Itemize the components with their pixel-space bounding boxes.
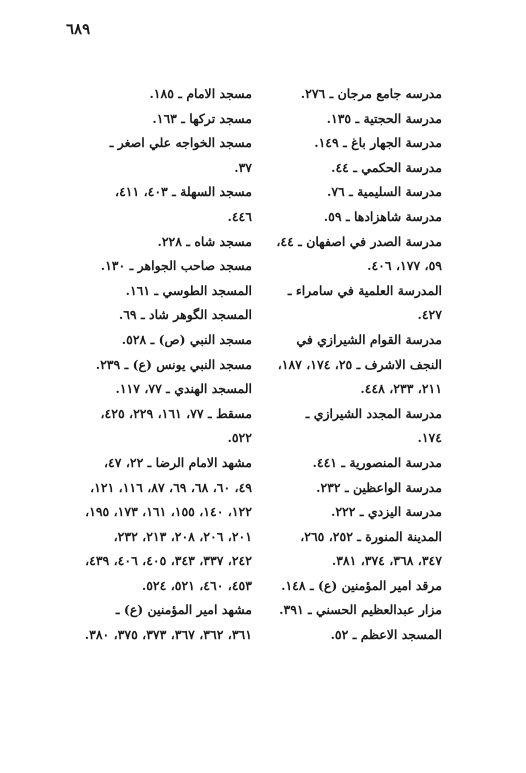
index-line: ٣٦١، ٣٦٢، ٣٦٧، ٣٧٣، ٣٧٥، ٣٨٠.: [84, 627, 252, 643]
index-line: المسجد الگوهر شاد ـ ٦٩.: [118, 307, 252, 323]
page-number: ٦٨٩: [66, 20, 91, 38]
index-line: ٤٥٣، ٤٦٠، ٥٢١، ٥٢٤.: [141, 577, 252, 593]
index-column-left: [66, 82, 252, 648]
index-line: مسجد صاحب الجواهر ـ ١٣٠.: [100, 258, 252, 274]
index-line: مسجد النبي يونس (ع) ـ ٢٣٩.: [95, 356, 252, 372]
index-line: النجف الاشرف ـ ٢٥، ١٧٤، ١٨٧،: [277, 356, 442, 372]
index-line: المسجد الطوسي ـ ١٦١.: [125, 282, 252, 298]
index-line: مزار عبدالعظيم الحسني ـ ٣٩١.: [279, 602, 442, 618]
index-line: مشهد الامام الرضا ـ ٢٢، ٤٧،: [104, 454, 252, 470]
index-line: مسجد الخواجه علي اصغر ـ: [109, 135, 252, 151]
index-line: المدرسة العلمية في سامراء ـ: [287, 282, 442, 298]
index-line: مدرسة القوام الشيرازي في: [296, 331, 442, 347]
index-line: مدرسه جامع مرجان ـ ٢٧٦.: [300, 86, 442, 101]
index-line: مدرسة المنصورية ـ ٤٤١.: [312, 454, 442, 470]
index-column-right: [256, 82, 442, 648]
index-line: مدرسة شاهزادها ـ ٥٩.: [323, 208, 442, 224]
index-line: مدرسة الجهار باغ ـ ١٤٩.: [314, 135, 442, 151]
index-line: مدرسة السليمية ـ ٧٦.: [326, 184, 442, 200]
index-line: مدرسة الحكمي ـ ٤٤.: [331, 159, 442, 175]
index-line: ٢٠١، ٢٠٦، ٢٠٨، ٢١٣، ٢٣٢،: [113, 528, 252, 544]
index-line: مشهد امير المؤمنين (ع) ـ: [115, 602, 252, 618]
index-line: مسجد شاه ـ ٢٢٨.: [157, 233, 252, 249]
index-line: مدرسة الصدر في اصفهان ـ ٤٤،: [276, 233, 442, 249]
index-line: ١٧٤.: [417, 430, 442, 446]
index-line: مسجد السهلة ـ ٤٠٣، ٤١١،: [115, 184, 252, 200]
index-line: ٤٤٦.: [227, 208, 252, 224]
index-line: مدرسة الواعظين ـ ٢٣٢.: [316, 479, 442, 495]
index-line: ٥٢٢.: [227, 430, 252, 446]
index-line: مسجد الامام ـ ١٨٥.: [149, 86, 252, 101]
index-line: المسجد الاعظم ـ ٥٢.: [330, 627, 442, 643]
index-line: ٣٤٧، ٣٦٨، ٣٧٤، ٣٨١.: [331, 553, 442, 569]
index-line: مدرسة الحجتية ـ ١٣٥.: [326, 110, 442, 126]
index-line: ٤٩، ٦٠، ٦٨، ٦٩، ٨٧، ١١٦، ١٢١،: [90, 479, 252, 495]
index-line: مدرسة المجدد الشيرازي ـ: [305, 405, 442, 421]
index-line: المسجد الهندي ـ ٧٧، ١١٧.: [115, 381, 252, 397]
index-line: مسجد النبي (ص) ـ ٥٢٨.: [121, 331, 252, 347]
index-line: مسجد تركها ـ ١٦٣.: [152, 110, 252, 126]
index-line: ٥٩، ١٧٧، ٤٠٦.: [367, 258, 442, 274]
index-line: ٣٧.: [234, 159, 252, 175]
index-line: المدينة المنورة ـ ٢٥٢، ٢٦٥،: [300, 528, 442, 544]
index-line: ٤٢٧.: [417, 307, 442, 323]
index-line: ٢٤٢، ٣٣٧، ٣٤٣، ٤٠٥، ٤٠٦، ٤٣٩،: [85, 553, 252, 569]
index-line: مدرسة اليزدي ـ ٢٢٢.: [330, 504, 442, 520]
index-line: مسقط ـ ٧٧، ١٦١، ٢٢٩، ٤٢٥،: [100, 405, 252, 421]
index-line: ٢١١، ٢٣٣، ٤٤٨.: [360, 381, 442, 397]
index-line: ١٢٢، ١٤٠، ١٥٥، ١٦١، ١٧٣، ١٩٥،: [85, 504, 252, 520]
index-line: مرقد امير المؤمنين (ع) ـ ١٤٨.: [281, 577, 442, 593]
